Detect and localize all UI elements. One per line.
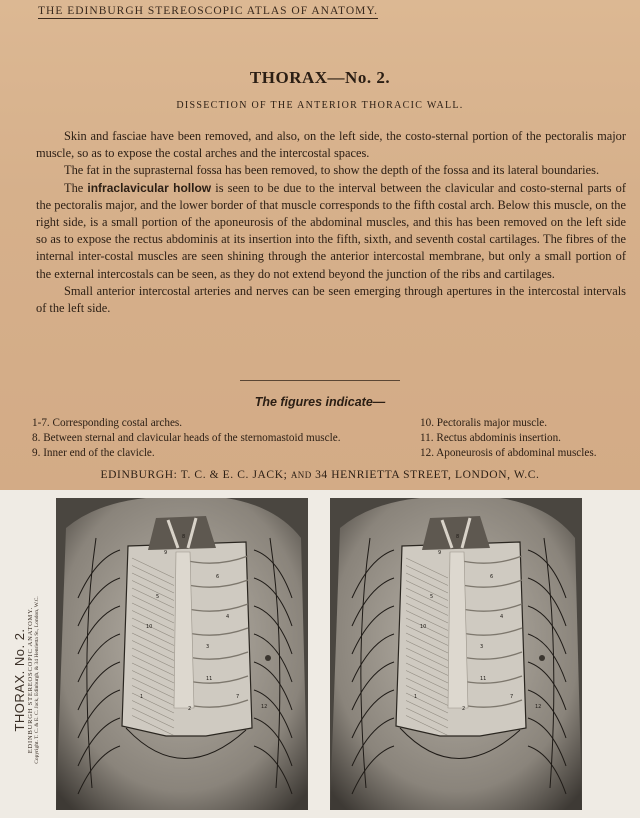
figure-legend-left [32, 416, 341, 461]
figure-number-label: 8 [456, 534, 460, 540]
legend-item: 10. Pectoralis major muscle. [420, 417, 548, 429]
plate-title: THORAX—No. 2. [249, 68, 391, 87]
figure-number-label: 10 [420, 624, 427, 630]
figure-number-label: 3 [206, 644, 210, 650]
legend-item: 9. Inner end of the clavicle. [32, 447, 155, 459]
paragraph-4 [36, 283, 626, 317]
figure-number-label: 9 [438, 550, 442, 556]
stereo-photo-right [330, 498, 582, 810]
figure-number-label: 11 [206, 676, 213, 682]
side-caption-atlas: EDINBURGH STEREOSCOPIC ANATOMY. [27, 606, 34, 754]
paragraph-3-text: is seen to be due to the interval between the clavicular and costo-sternal parts of the pectoralis major, and the lower border of that muscle corresponds to the fifth costal arch. Below this muscle, on the right side, is a small portion of the aponeurosis of the abdominal muscles, and this has been removed on the left side so as to expose the rectus abdominis at its insertion into the fifth, sixth, and seventh costal cartilages. The fibres of the internal inter-costal muscles are seen shining through the anterior intercostal membrane, but only a small portion of the external intercostals can be seen, as they do not extend beyond the junction of the ribs and cartilages. [36, 180, 626, 281]
publisher-and: AND [290, 470, 312, 480]
paragraph-3 [36, 180, 626, 283]
running-head: THE EDINBURGH STEREOSCOPIC ATLAS OF ANATOMY. [38, 5, 379, 17]
side-caption [0, 490, 52, 818]
plate-subtitle: DISSECTION OF THE ANTERIOR THORACIC WALL. [176, 100, 464, 111]
legend-item: 1-7. Corresponding costal arches. [32, 417, 183, 429]
paragraph-2-text: The fat in the suprasternal fossa has been removed, to show the depth of the fossa and its lateral boundaries. [64, 163, 600, 178]
thorax-dissection-image [330, 498, 582, 810]
nipple [265, 655, 271, 661]
legend-item: 11. Rectus abdominis insertion. [420, 432, 561, 444]
legend-item: 12. Aponeurosis of abdominal muscles. [420, 447, 597, 459]
figure-number-label: 1 [414, 694, 418, 700]
figure-number-label: 2 [462, 706, 466, 712]
section-divider [240, 380, 400, 381]
paragraph-2 [36, 162, 626, 179]
figure-number-label: 4 [500, 614, 504, 620]
figure-number-label: 12 [261, 704, 268, 710]
figure-number-label: 5 [430, 594, 434, 600]
paragraph-1-text: Skin and fasciae have been removed, and also, on the left side, the costo-sternal portion of the pectoralis major muscle, so as to expose the costal arches and the intercostal spaces. [36, 129, 626, 161]
paragraph-4-text: Small anterior intercostal arteries and nerves can be seen emerging through apertures in the intercostal intervals of the left side. [36, 283, 626, 316]
nipple [539, 655, 545, 661]
figure-legend-right [420, 416, 597, 461]
side-caption-rotated [12, 596, 40, 764]
legend-item: 8. Between sternal and clavicular heads of the sternomastoid muscle. [32, 432, 341, 444]
figures-heading: The figures indicate— [254, 395, 386, 409]
stereo-photo-left [56, 498, 308, 810]
figure-number-label: 4 [226, 614, 230, 620]
figure-number-label: 7 [510, 694, 514, 700]
figure-number-label: 1 [140, 694, 144, 700]
figure-number-label: 10 [146, 624, 153, 630]
figure-number-label: 11 [480, 676, 487, 682]
infraclavicular-hollow-term: infraclavicular hollow [87, 180, 212, 195]
thorax-dissection-image [56, 498, 308, 810]
figure-number-label: 5 [156, 594, 160, 600]
figure-number-label: 6 [216, 574, 220, 580]
body-text [36, 128, 626, 317]
publisher-name: EDINBURGH: T. C. & E. C. JACK; [100, 469, 288, 481]
paragraph-3-lead: The [64, 180, 88, 195]
publisher-address: 34 HENRIETTA STREET, LONDON, W.C. [315, 469, 540, 481]
figure-number-label: 7 [236, 694, 240, 700]
figure-number-label: 6 [490, 574, 494, 580]
figure-number-label: 12 [535, 704, 542, 710]
paragraph-1 [36, 128, 626, 162]
side-caption-copyright: Copyright. T. C. & E. C. Jack, Edinburgh, & 34 Henrietta St., London, W.C. [34, 596, 40, 764]
figure-number-label: 2 [188, 706, 192, 712]
neck-area [148, 516, 216, 550]
figure-number-label: 3 [480, 644, 484, 650]
publisher-line [0, 469, 640, 481]
figure-number-label: 8 [182, 534, 186, 540]
neck-area [422, 516, 490, 550]
side-caption-title: THORAX. No. 2. [12, 628, 27, 732]
figure-number-label: 9 [164, 550, 168, 556]
